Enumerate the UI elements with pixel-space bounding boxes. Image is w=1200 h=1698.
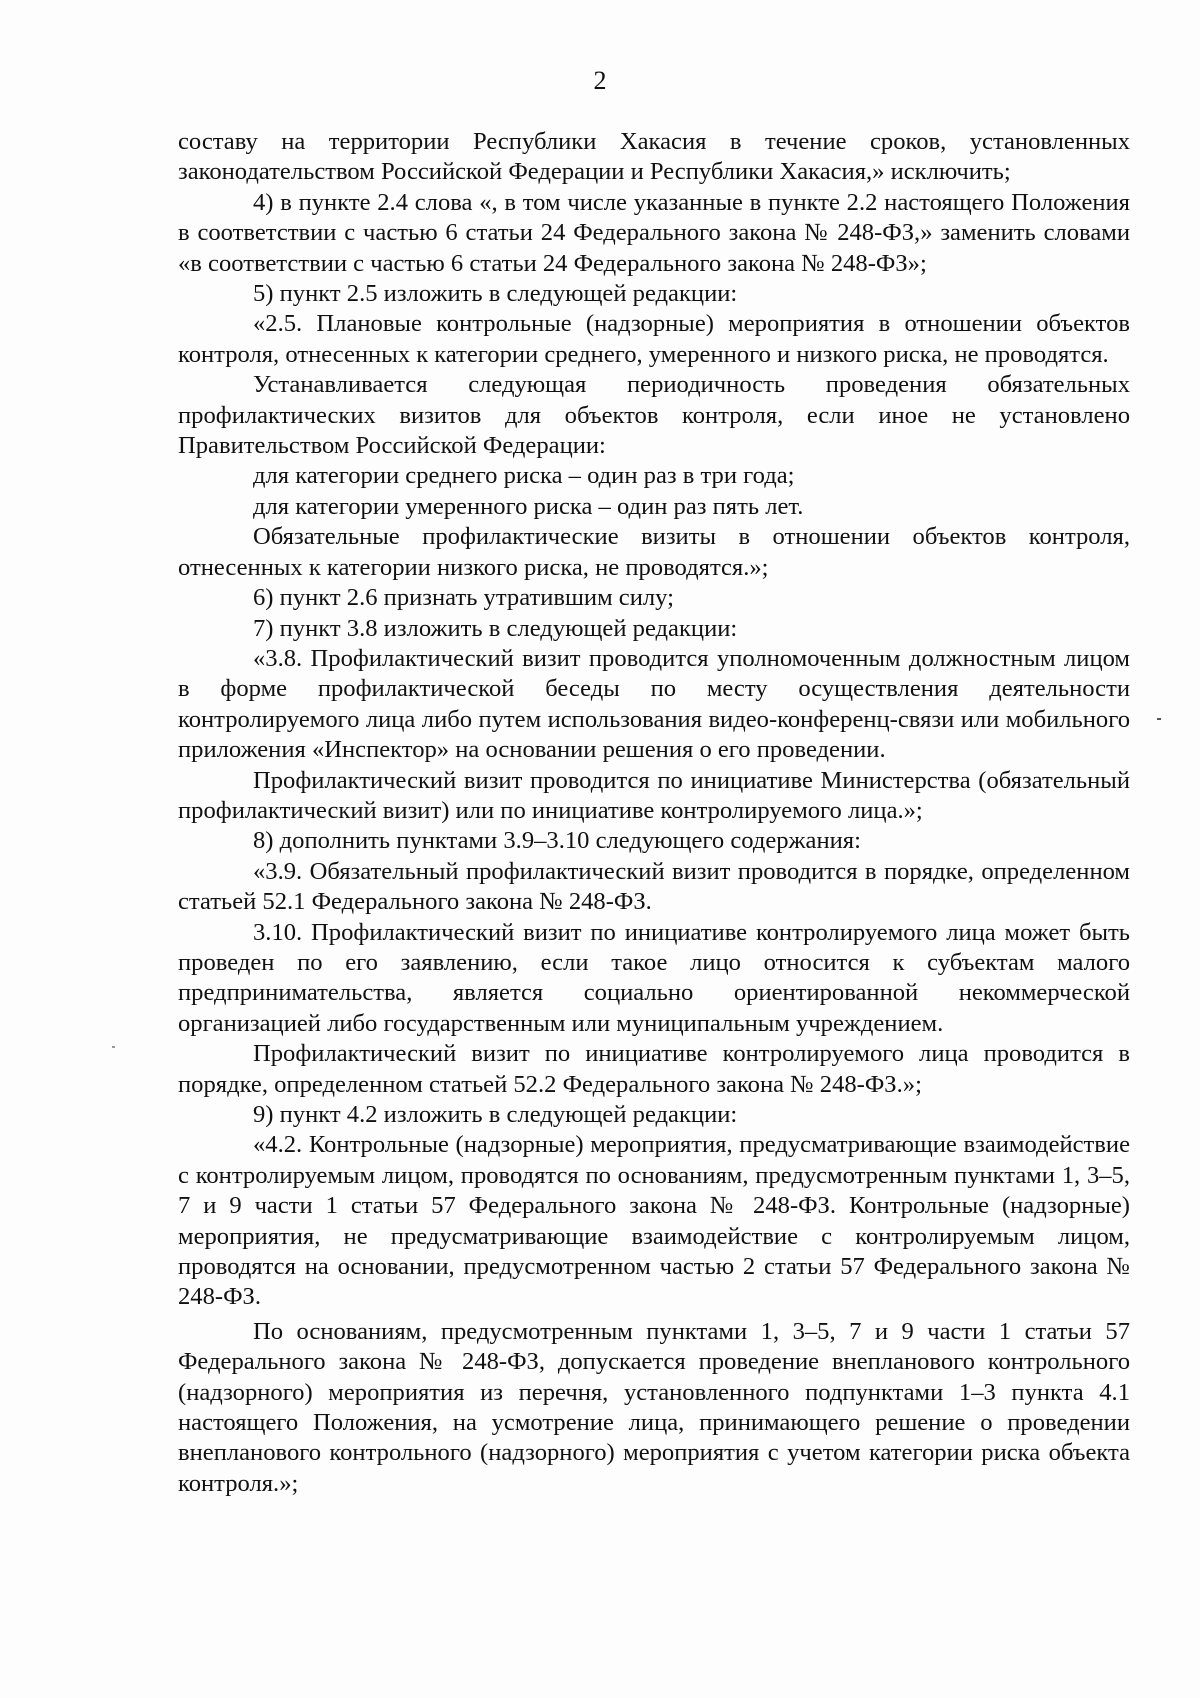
paragraph-8: Обязательные профилактические визиты в отношении объектов контроля, отнесенных к категории низкого риска, не проводятся.»; [178, 523, 1130, 581]
paragraph-2: 4) в пункте 2.4 слова «, в том числе указанные в пункте 2.2 настоящего Положения в соответствии с частью 6 статьи 24 Федерального закона № 248-ФЗ,» заменить словами «в соответствии с частью 6 статьи 24 Федерального закона № 248-ФЗ»; [178, 188, 1130, 277]
paragraph-19: По основаниям, предусмотренным пунктами 1, 3–5, 7 и 9 части 1 статьи 57 Федерального закона № 248-ФЗ, допускается проведение внепланового контрольного (надзорного) мероприятия из перечня, установленного подпунктами 1–3 пункта 4.1 настоящего Положения, на усмотрение лица, принимающего решение о проведении внепланового контрольного (надзорного) мероприятия с учетом категории риска объекта контроля.»; [178, 1317, 1130, 1497]
paragraph-18: «4.2. Контрольные (надзорные) мероприятия, предусматривающие взаимодействие с контролируемым лицом, проводятся по основаниям, предусмотренным пунктами 1, 3–5, 7 и 9 части 1 статьи 57 Федерального закона № 248-ФЗ. Контрольные (надзорные) мероприятия, не предусматривающие взаимодействие с контролируемым лицом, проводятся на основании, предусмотренном частью 2 статьи 57 Федерального закона № 248-ФЗ. [178, 1131, 1130, 1311]
paragraph-16: Профилактический визит по инициативе контролируемого лица проводится в порядке, определенном статьей 52.2 Федерального закона № 248-ФЗ.»; [178, 1040, 1130, 1098]
paragraph-15: 3.10. Профилактический визит по инициативе контролируемого лица может быть проведен по его заявлению, если такое лицо относится к субъектам малого предпринимательства, является социально ориентированной некоммерческой организацией либо государственным или муниципальным учреждением. [178, 918, 1130, 1037]
paragraph-12: Профилактический визит проводится по инициативе Министерства (обязательный профилактический визит) или по инициативе контролируемого лица.»; [178, 766, 1130, 824]
paragraph-13: 8) дополнить пунктами 3.9–3.10 следующего содержания: [253, 827, 861, 855]
paragraph-11: «3.8. Профилактический визит проводится уполномоченным должностным лицом в форме профилактической беседы по месту осуществления деятельности контролируемого лица либо путем использования видео-конференц-связи или мобильного приложения «Инспектор» на основании решения о его проведении. [178, 644, 1130, 764]
paragraph-17: 9) пункт 4.2 изложить в следующей редакции: [253, 1101, 738, 1128]
paragraph-6: для категории среднего риска – один раз в три года; [253, 462, 795, 490]
paragraph-5: Устанавливается следующая периодичность проведения обязательных профилактических визитов для объектов контроля, если иное не установлено Правительством Российской Федерации: [178, 371, 1130, 460]
paragraph-7: для категории умеренного риска – один раз пять лет. [253, 492, 804, 520]
scan-speck-left [112, 1046, 115, 1048]
paragraph-14: «3.9. Обязательный профилактический визит проводится в порядке, определенном статьей 52.1 Федерального закона № 248-ФЗ. [178, 857, 1130, 916]
scan-speck-right [1157, 718, 1161, 720]
page-number: 2 [593, 66, 607, 95]
paragraph-3: 5) пункт 2.5 изложить в следующей редакции: [253, 280, 738, 308]
paragraph-9: 6) пункт 2.6 признать утратившим силу; [253, 584, 674, 612]
paragraph-10: 7) пункт 3.8 изложить в следующей редакции: [253, 614, 738, 642]
document-body [178, 127, 1130, 1499]
paragraph-1: составу на территории Республики Хакасия в течение сроков, установленных законодательством Российской Федерации и Республики Хакасия,» исключить; [178, 128, 1130, 186]
paragraph-4: «2.5. Плановые контрольные (надзорные) мероприятия в отношении объектов контроля, отнесенных к категории среднего, умеренного и низкого риска, не проводятся. [178, 310, 1130, 368]
